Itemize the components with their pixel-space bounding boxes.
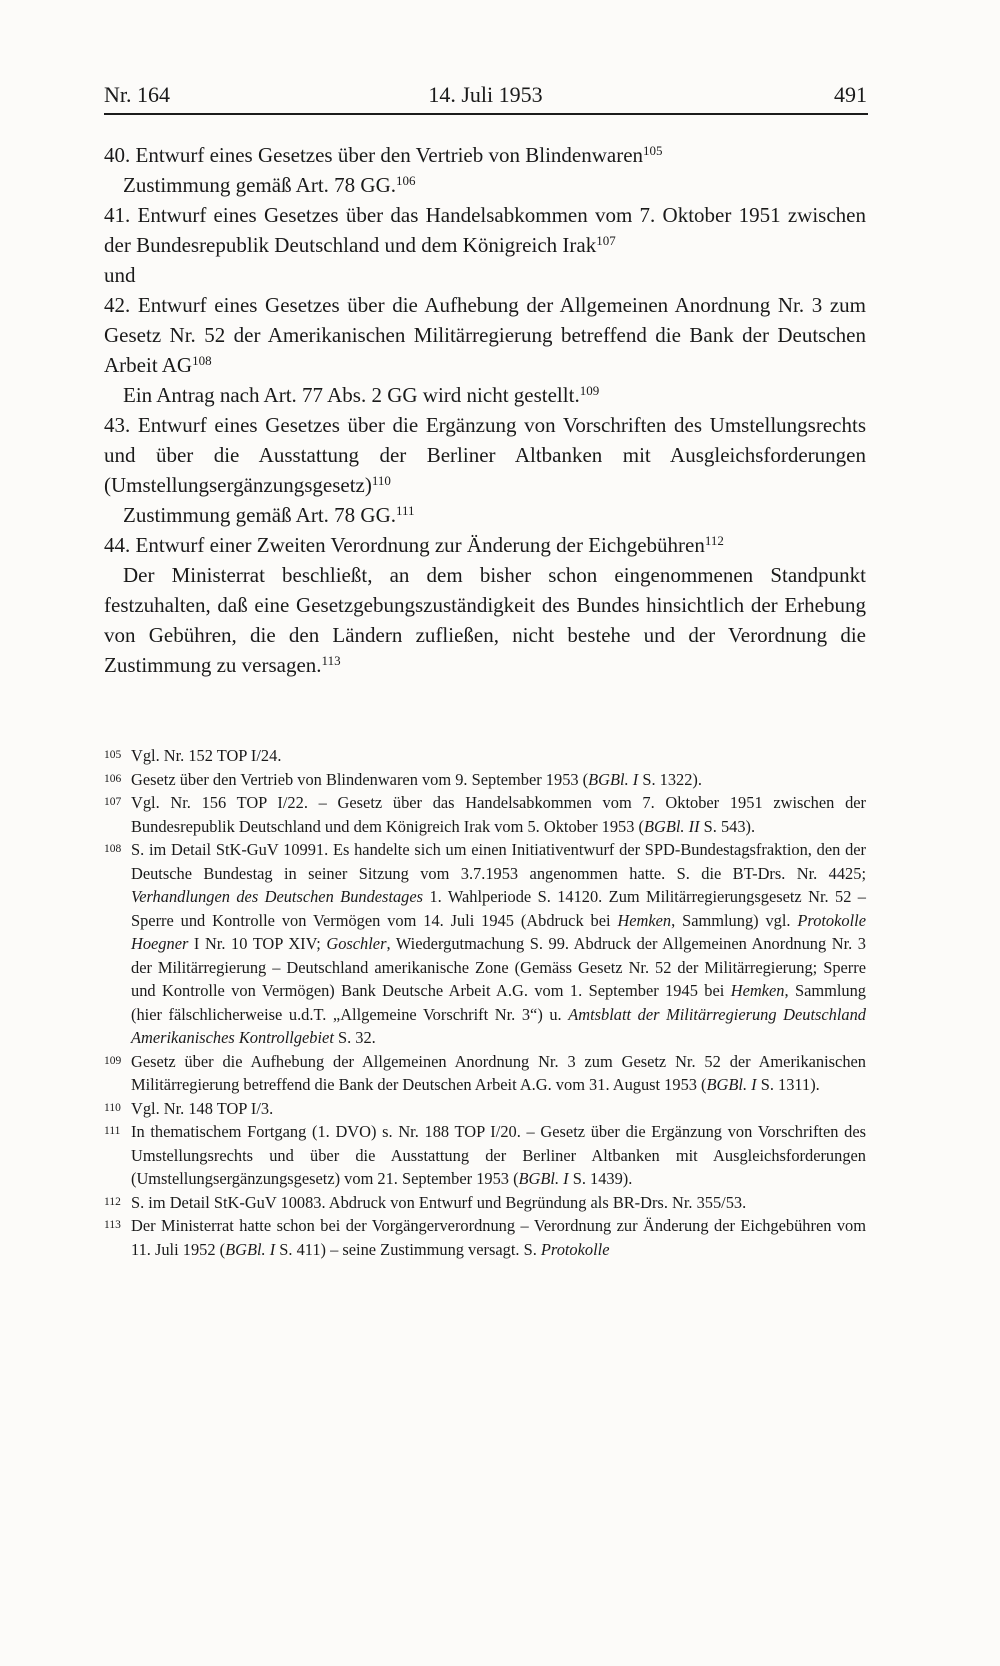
footnote-ref: 109 [579,383,600,398]
text-run: 41. Entwurf eines Gesetzes über das Handelsabkommen vom 7. Oktober 1951 zwischen der Bundesrepublik Deutschland und dem Königreich Irak [104,203,866,257]
paragraph [104,380,866,410]
footnote-ref: 107 [596,233,616,248]
footnote-number: 113 [104,1219,121,1231]
footnote-ref: 105 [643,143,663,158]
footnote-text [131,746,281,765]
cited-title: Hemken [617,910,672,930]
header-rule [104,113,868,115]
footnote-number: 108 [104,843,122,855]
footnote-text [131,1122,866,1188]
footnote-number: 112 [104,1195,121,1208]
footnote [104,1097,866,1121]
header-page-number: 491 [834,82,867,107]
text-run: S. 411) – seine Zustimmung versagt. S. [275,1239,541,1259]
footnote-text [131,1216,866,1259]
footnote [104,1191,866,1215]
text-run: 1. Wahlperiode S. 14120. Zum Militärregierungsgesetz Nr. 52 – Sperre und Kontrolle von Vermögen vom 14. Juli 1945 (Abdruck bei [131,887,866,930]
footnote [104,768,866,792]
text-run: S. 1322). [638,769,702,789]
text-run: S. 1439). [568,1169,633,1188]
text-run: Der Ministerrat hatte schon bei der Vorgängerverordnung – Verordnung zur Änderung der Eichgebühren vom 11. Juli 1952 ( [131,1216,866,1259]
footnote-number: 111 [104,1125,121,1137]
text-run: 43. Entwurf eines Gesetzes über die Ergänzung von Vorschriften des Umstellungsrechts und über die Ausstattung der Berliner Altbanken mit Ausgleichsforderungen (Umstellungsergänzungsgesetz) [104,413,866,497]
paragraph [104,410,866,500]
text-run: , Sammlung (hier fälschlicherweise u.d.T. „Allgemeine Vorschrift Nr. 3“) u. [131,981,866,1024]
footnote [104,1120,866,1191]
text-run: Gesetz über die Aufhebung der Allgemeinen Anordnung Nr. 3 zum Gesetz Nr. 52 der Amerikanischen Militärregierung betreffend die Bank der Deutschen Arbeit A.G. vom 31. August 1953 ( [131,1051,866,1094]
footnote-ref: 113 [321,653,341,668]
cited-title: BGBl. I [225,1239,276,1259]
footnote-text [131,1099,273,1118]
text-run: Vgl. Nr. 152 TOP I/24. [131,746,282,765]
footnote [104,1214,866,1261]
text-run: , Wiedergutmachung S. 99. Abdruck der Allgemeinen Anordnung Nr. 3 der Militärregierung – Deutschland amerikanische Zone (Gemäss Gesetz Nr. 52 der Militärregierung; Sperre und Kontrolle von Vermögen) Bank Deutsche Arbeit A.G. vom 1. September 1945 bei [131,934,867,1000]
cited-title: BGBl. I [588,769,639,789]
header-date: 14. Juli 1953 [428,82,543,107]
text-run: Gesetz über den Vertrieb von Blindenwaren vom 9. September 1953 ( [131,769,589,789]
header-doc-number: Nr. 164 [104,82,170,107]
footnote-number: 110 [104,1101,121,1114]
footnote-number: 107 [104,796,122,808]
footnote [104,838,866,1050]
footnote-ref: 111 [395,503,415,518]
paragraph [104,290,866,380]
text-run: In thematischem Fortgang (1. DVO) s. Nr. 188 TOP I/20. – Gesetz über die Ergänzung von Vorschriften des Umstellungsrechts und über die Ausstattung der Berliner Altbanken mit Ausgleichsforderungen (Umstellungsergänzungsgesetz) vom 21. September 1953 ( [131,1122,866,1188]
text-run: S. 32. [333,1028,376,1047]
footnote [104,744,866,768]
paragraph [104,500,866,530]
paragraph [104,560,866,680]
text-run: Zustimmung gemäß Art. 78 GG. [123,503,396,527]
footnote-number: 105 [104,749,122,761]
cited-title: Verhandlungen des Deutschen Bundestages [131,887,424,906]
footnote-number: 106 [104,772,122,785]
text-run: Zustimmung gemäß Art. 78 GG. [123,173,396,197]
paragraph [104,170,866,200]
cited-title: Protokolle [540,1239,610,1259]
footnote-ref: 112 [704,533,724,548]
page-header [104,82,867,108]
footnotes-section [104,744,866,1261]
text-run: S. 543). [699,816,756,836]
footnote-number: 109 [104,1054,122,1067]
footnote-text [131,1193,746,1212]
text-run: und [104,263,136,287]
body-text [104,140,866,680]
paragraph [104,140,866,170]
cited-title: Amtsblatt der Militärregierung Deutschland Amerikanisches Kontrollgebiet [131,1004,866,1047]
text-run: I Nr. 10 TOP XIV; [188,934,327,953]
cited-title: Goschler [326,934,387,953]
paragraph [104,260,866,290]
cited-title: BGBl. II [644,816,700,836]
footnote-text [131,793,866,836]
text-run: 42. Entwurf eines Gesetzes über die Aufhebung der Allgemeinen Anordnung Nr. 3 zum Gesetz Nr. 52 der Amerikanischen Militärregierung betreffend die Bank der Deutschen Arbeit AG [104,293,866,377]
footnote-text [131,770,702,789]
text-run: , Sammlung) vgl. [671,910,798,930]
text-run: S. 1311). [756,1075,820,1094]
cited-title: Hemken [730,981,785,1000]
footnote-text [131,840,866,1047]
footnote [104,791,866,838]
text-run: 44. Entwurf einer Zweiten Verordnung zur Änderung der Eichgebühren [104,533,705,557]
text-run: S. im Detail StK-GuV 10991. Es handelte sich um einen Initiativentwurf der SPD-Bundestagsfraktion, den der Deutsche Bundestag in seiner Sitzung vom 3.7.1953 angenommen hatte. S. die BT-Drs. Nr. 4425; [131,840,866,883]
text-run: Vgl. Nr. 156 TOP I/22. – Gesetz über das Handelsabkommen vom 7. Oktober 1951 zwischen der Bundesrepublik Deutschland und dem Königreich Irak vom 5. Oktober 1953 ( [131,793,866,836]
footnote-text [131,1052,866,1095]
footnote [104,1050,866,1097]
footnote-ref: 108 [192,353,212,368]
paragraph [104,200,866,260]
text-run: S. im Detail StK-GuV 10083. Abdruck von Entwurf und Begründung als BR-Drs. Nr. 355/53. [131,1192,747,1212]
text-run: 40. Entwurf eines Gesetzes über den Vertrieb von Blindenwaren [104,143,644,167]
footnote-ref: 110 [371,473,391,488]
cited-title: Protokolle Hoegner [131,910,866,953]
paragraph [104,530,866,560]
text-run: Vgl. Nr. 148 TOP I/3. [131,1098,274,1118]
text-run: Ein Antrag nach Art. 77 Abs. 2 GG wird nicht gestellt. [123,383,580,407]
cited-title: BGBl. I [706,1075,757,1094]
text-run: Der Ministerrat beschließt, an dem bisher schon eingenommenen Standpunkt festzuhalten, daß eine Gesetzgebungszuständigkeit des Bundes hinsichtlich der Erhebung von Gebühren, die den Ländern zufließen, nicht bestehe und der Verordnung die Zustimmung zu versagen. [104,563,866,677]
cited-title: BGBl. I [518,1169,569,1188]
footnote-ref: 106 [395,173,416,188]
